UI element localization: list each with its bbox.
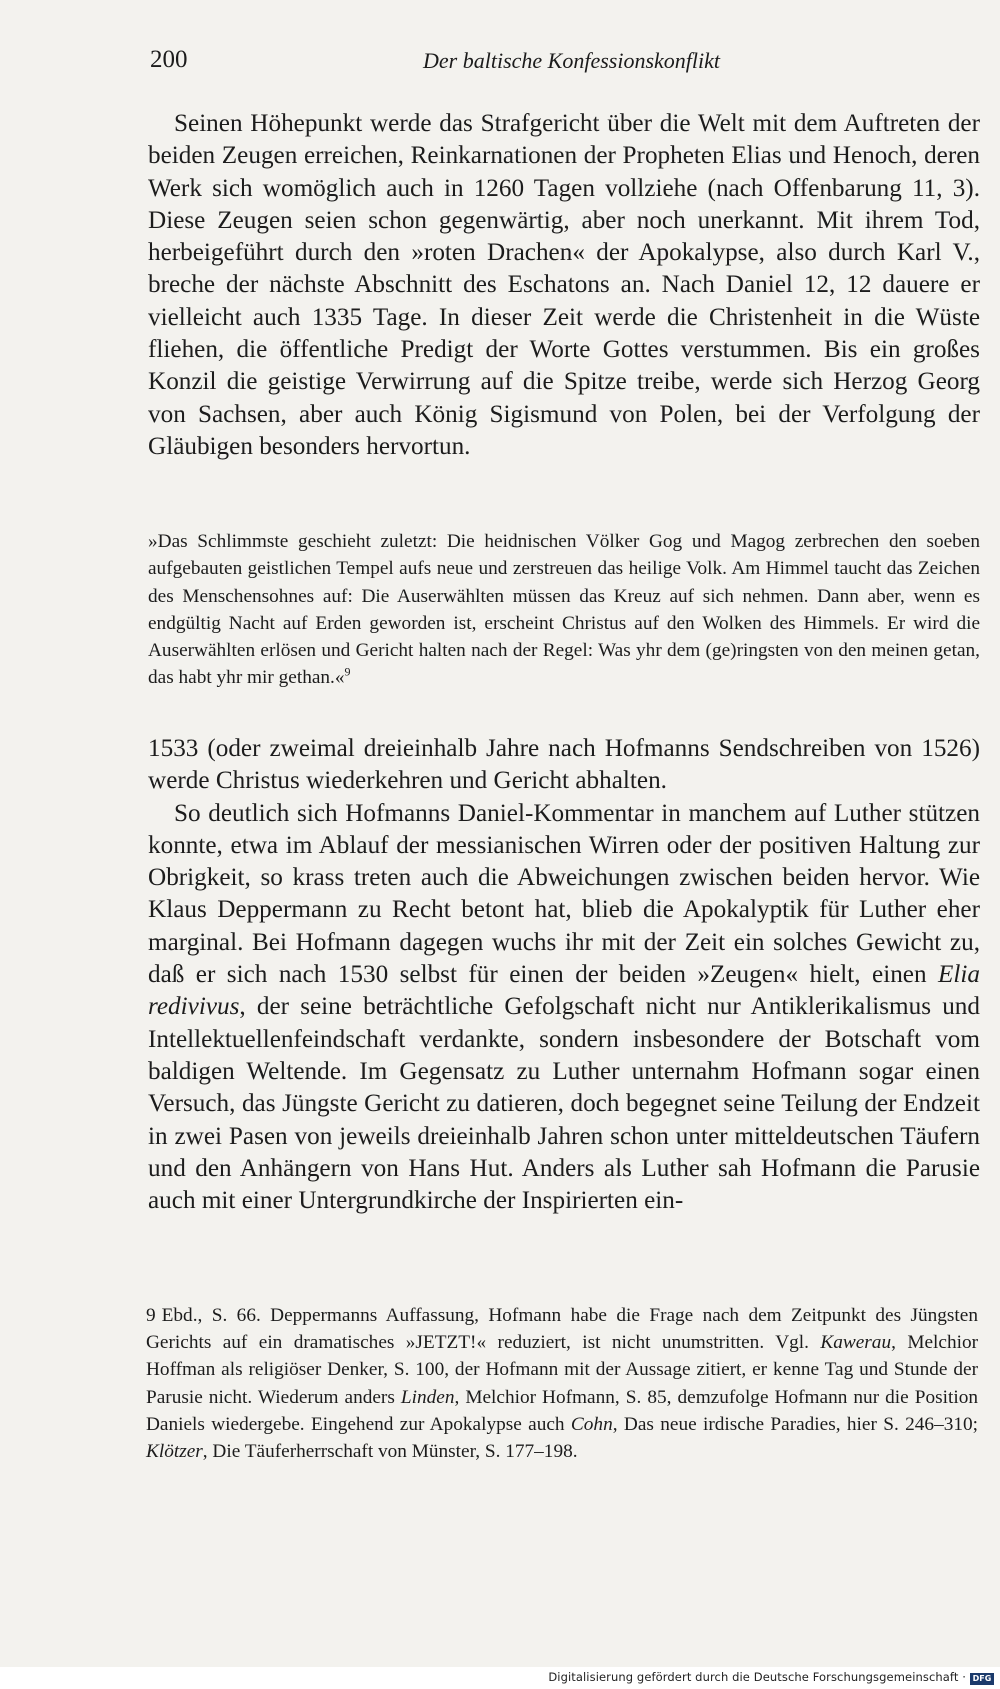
main-text-bottom: [148, 733, 980, 1217]
footnote-author: Cohn: [570, 1413, 613, 1435]
paragraph-3-italic: Elia redivivus: [148, 961, 980, 1021]
paragraph-1: Seinen Höhepunkt werde das Strafgericht über die Welt mit dem Auftreten der beiden Zeugen erreichen, Reinkarnationen der Propheten Elias und Henoch, deren Werk sich womöglich auch in 1260 Tagen vollziehe (nach Offenbarung 11, 3). Diese Zeugen seien schon gegenwärtig, aber noch unerkannt. Mit ihrem Tod, herbeigeführt durch den »roten Drachen« der Apokalypse, also durch Karl V., breche der nächste Abschnitt des Eschatons an. Nach Daniel 12, 12 dauere er vielleicht auch 1335 Tage. In dieser Zeit werde die Christenheit in die Wüste fliehen, die öffentliche Predigt der Worte Gottes verstummen. Bis ein großes Konzil die geistige Verwirrung auf die Spitze treibe, werde sich Herzog Georg von Sachsen, aber auch König Sigismund von Polen, bei der Verfolgung der Gläubigen besonders hervortun.: [148, 110, 980, 460]
paragraph-3-part-b: , der seine beträchtliche Gefolgschaft nicht nur Antiklerikalismus und Intellektuellenfeindschaft verdankte, sondern insbesondere der Botschaft vom baldigen Weltende. Im Gegensatz zu Luther unternahm Hofmann sogar einen Versuch, das Jüngste Gericht zu datieren, doch begegnet seine Teilung der Endzeit in zwei Pasen von jeweils dreieinhalb Jahren schon unter mitteldeutschen Täufern und den Anhängern von Hans Hut. Anders als Luther sah Hofmann die Parusie auch mit einer Untergrundkirche der Inspirierten ein-: [148, 993, 980, 1215]
footnote-text: Ebd., S. 66. Deppermanns Auffassung, Hofmann habe die Frage nach dem Zeitpunkt des Jüngsten Gerichts auf ein dramatisches »JETZT!« reduziert, ist nicht unumstritten. Vgl.: [146, 1305, 978, 1354]
footnotes: [146, 1302, 978, 1465]
quote-text: [148, 528, 980, 692]
paragraph-2: 1533 (oder zweimal dreieinhalb Jahre nach Hofmanns Sendschreiben von 1526) werde Christus wiederkehren und Gericht abhalten.: [148, 735, 980, 795]
footnote-author: Klötzer: [146, 1441, 203, 1463]
quote-body: »Das Schlimmste geschieht zuletzt: Die heidnischen Völker Gog und Magog zerbrechen den soeben aufgebauten geistlichen Tempel aufs neue und zerstreuen das heilige Volk. Am Himmel taucht das Zeichen des Menschensohnes auf: Die Auserwählten müssen das Kreuz auf sich nehmen. Dann aber, wenn es endgültig Nacht auf Erden geworden ist, erscheint Christus auf den Wolken des Himmels. Er wird die Auserwählten erlösen und Gericht halten nach der Regel: Was yhr dem (ge)ringsten von den meinen getan, das habt yhr mir gethan.«: [148, 531, 980, 689]
funding-credit: Digitalisierung gefördert durch die Deutsche Forschungsgemeinschaft ·: [548, 1670, 966, 1684]
footnote-text: , Melchior Hoffman als religiöser Denker, S. 100, der Hofmann mit der Aussage zitiert, er kenne Tag und Stunde der Parusie nicht. Wiederum anders: [146, 1332, 979, 1408]
footnote-text: , Melchior Hofmann, S. 85, demzufolge Hofmann nur die Position Daniels wiedergebe. Eingehend zur Apokalypse auch: [146, 1386, 978, 1435]
dfg-logo-icon: DFG: [970, 1673, 994, 1685]
running-title: Der baltische Konfessionskonflikt: [423, 48, 720, 73]
footnote-text: , Die Täuferherrschaft von Münster, S. 177–198.: [202, 1441, 578, 1463]
footnote-number: 9: [146, 1305, 156, 1326]
footnote-9: [146, 1302, 978, 1465]
footnote-author: Linden: [400, 1386, 455, 1408]
main-text-top: [148, 108, 980, 463]
digitization-bar: [0, 1667, 1000, 1689]
paragraph-3: [148, 798, 980, 1218]
footnote-ref: 9: [344, 665, 351, 680]
page-number: 200: [150, 46, 188, 73]
footnote-text: , Das neue irdische Paradies, hier S. 246–310;: [612, 1413, 978, 1435]
page-header: [150, 46, 720, 82]
block-quote: [148, 528, 980, 692]
paragraph-3-part-a: So deutlich sich Hofmanns Daniel-Kommentar in manchem auf Luther stützen konnte, etwa im Ablauf der messianischen Wirren oder der positiven Haltung zur Obrigkeit, so krass treten auch die Abweichungen zwischen beiden hervor. Wie Klaus Deppermann zu Recht betont hat, blieb die Apokalyptik für Luther eher marginal. Bei Hofmann dagegen wuchs ihr mit der Zeit ein solches Gewicht zu, daß er sich nach 1530 selbst für einen der beiden »Zeugen« hielt, einen: [148, 799, 980, 989]
footnote-author: Kawerau: [820, 1332, 892, 1354]
